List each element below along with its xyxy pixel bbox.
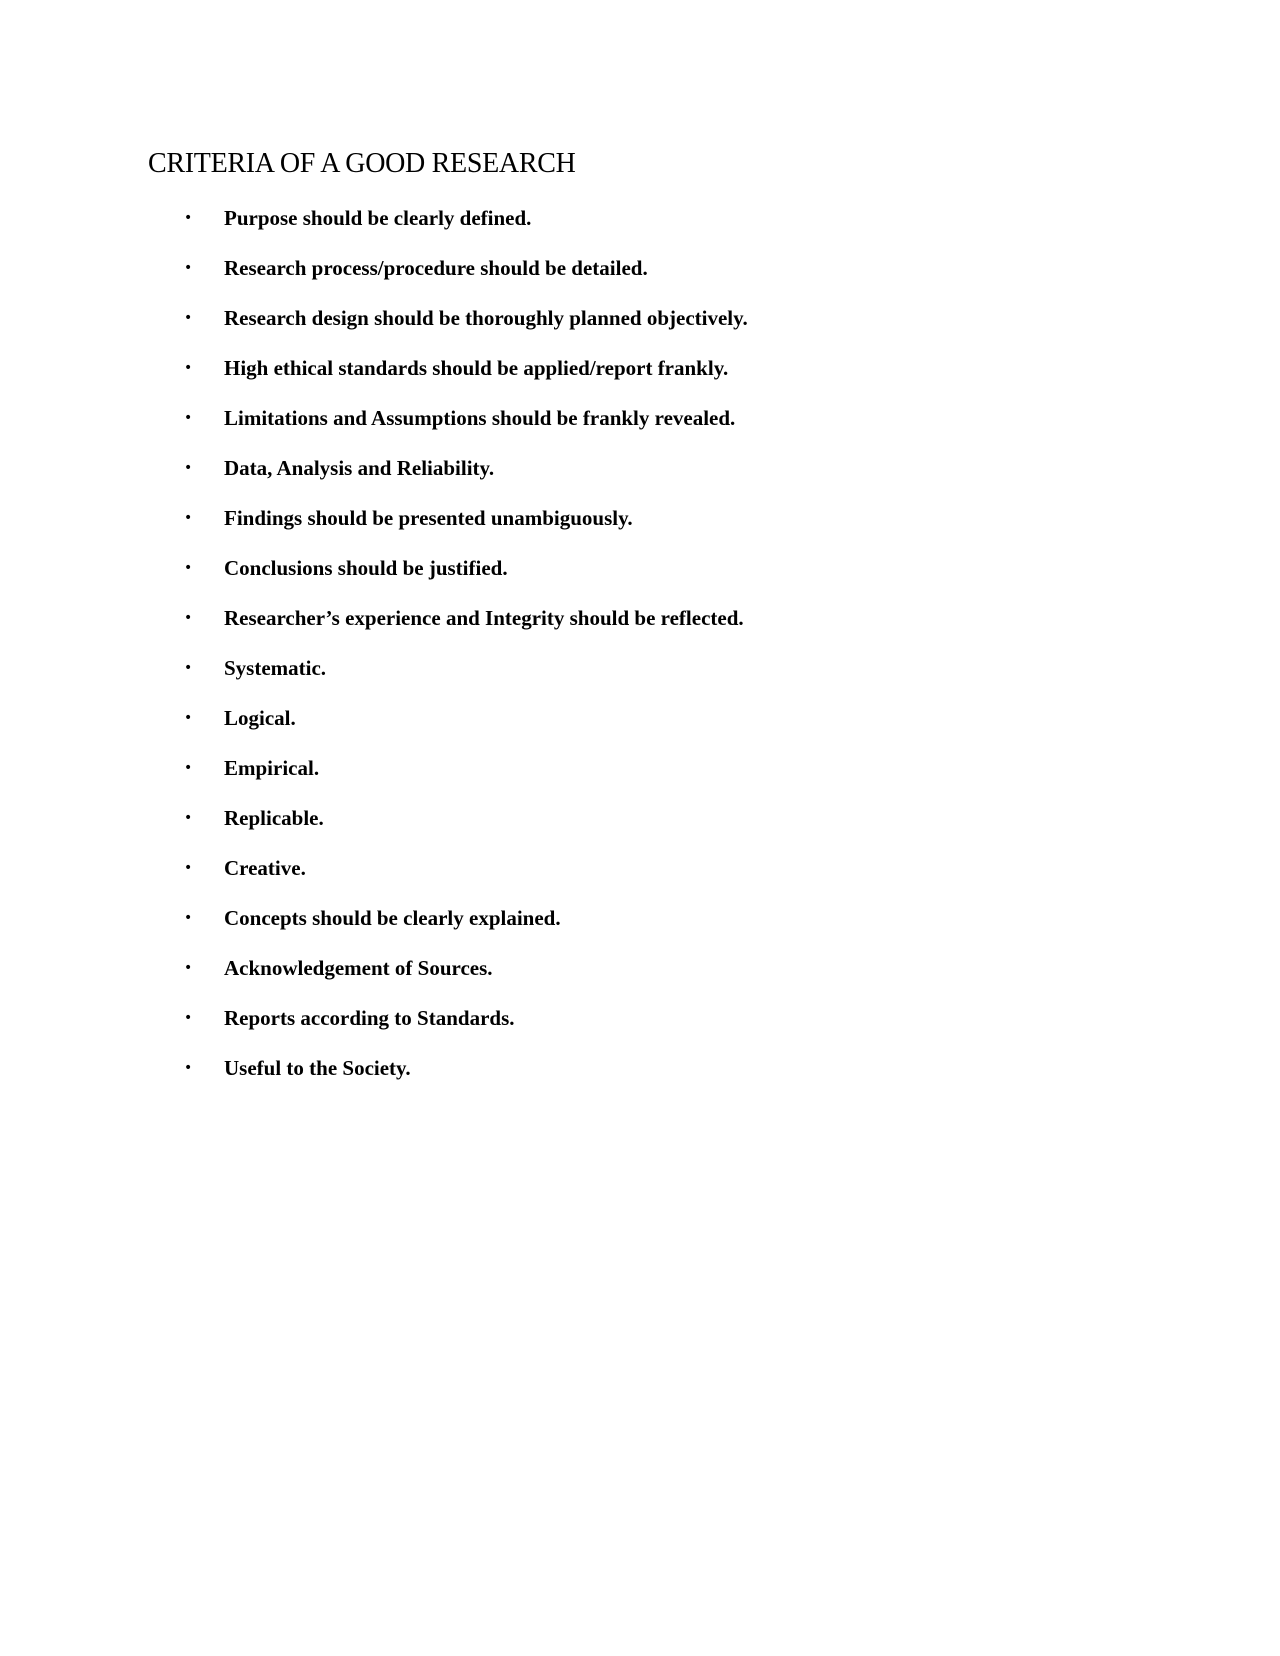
list-item-text: Researcher’s experience and Integrity should be reflected. bbox=[224, 606, 744, 630]
bullet-icon: • bbox=[184, 460, 193, 476]
page-title: CRITERIA OF A GOOD RESEARCH bbox=[148, 148, 576, 179]
bullet-icon: • bbox=[184, 760, 193, 776]
bullet-icon: • bbox=[184, 260, 193, 276]
bullet-icon: • bbox=[184, 1010, 193, 1026]
bullet-icon: • bbox=[184, 360, 193, 376]
list-item-text: Useful to the Society. bbox=[224, 1056, 411, 1080]
list-item-text: Data, Analysis and Reliability. bbox=[224, 456, 495, 480]
bullet-icon: • bbox=[184, 510, 193, 526]
list-item-text: Reports according to Standards. bbox=[224, 1006, 515, 1030]
list-item-text: Acknowledgement of Sources. bbox=[224, 956, 493, 980]
list-item-text: Replicable. bbox=[224, 806, 324, 830]
bullet-icon: • bbox=[184, 860, 193, 876]
list-item-text: Systematic. bbox=[224, 656, 327, 680]
list-item-text: Findings should be presented unambiguously. bbox=[224, 506, 633, 530]
list-item-text: Empirical. bbox=[224, 756, 320, 780]
bullet-icon: • bbox=[184, 810, 193, 826]
list-item-text: Research process/procedure should be detailed. bbox=[224, 256, 648, 280]
bullet-icon: • bbox=[184, 960, 193, 976]
list-item-text: High ethical standards should be applied/report frankly. bbox=[224, 356, 729, 380]
list-item-text: Limitations and Assumptions should be frankly revealed. bbox=[224, 406, 736, 430]
list-item-text: Research design should be thoroughly planned objectively. bbox=[224, 306, 748, 330]
list-item-text: Logical. bbox=[224, 706, 296, 730]
bullet-icon: • bbox=[184, 710, 193, 726]
list-item-text: Purpose should be clearly defined. bbox=[224, 206, 532, 230]
bullet-icon: • bbox=[184, 310, 193, 326]
bullet-icon: • bbox=[184, 910, 193, 926]
list-item-text: Creative. bbox=[224, 856, 306, 880]
bullet-icon: • bbox=[184, 610, 193, 626]
list-item-text: Conclusions should be justified. bbox=[224, 556, 508, 580]
bullet-icon: • bbox=[184, 410, 193, 426]
bullet-icon: • bbox=[184, 660, 193, 676]
bullet-icon: • bbox=[184, 210, 193, 226]
bullet-icon: • bbox=[184, 1060, 193, 1076]
bullet-icon: • bbox=[184, 560, 193, 576]
list-item-text: Concepts should be clearly explained. bbox=[224, 906, 561, 930]
